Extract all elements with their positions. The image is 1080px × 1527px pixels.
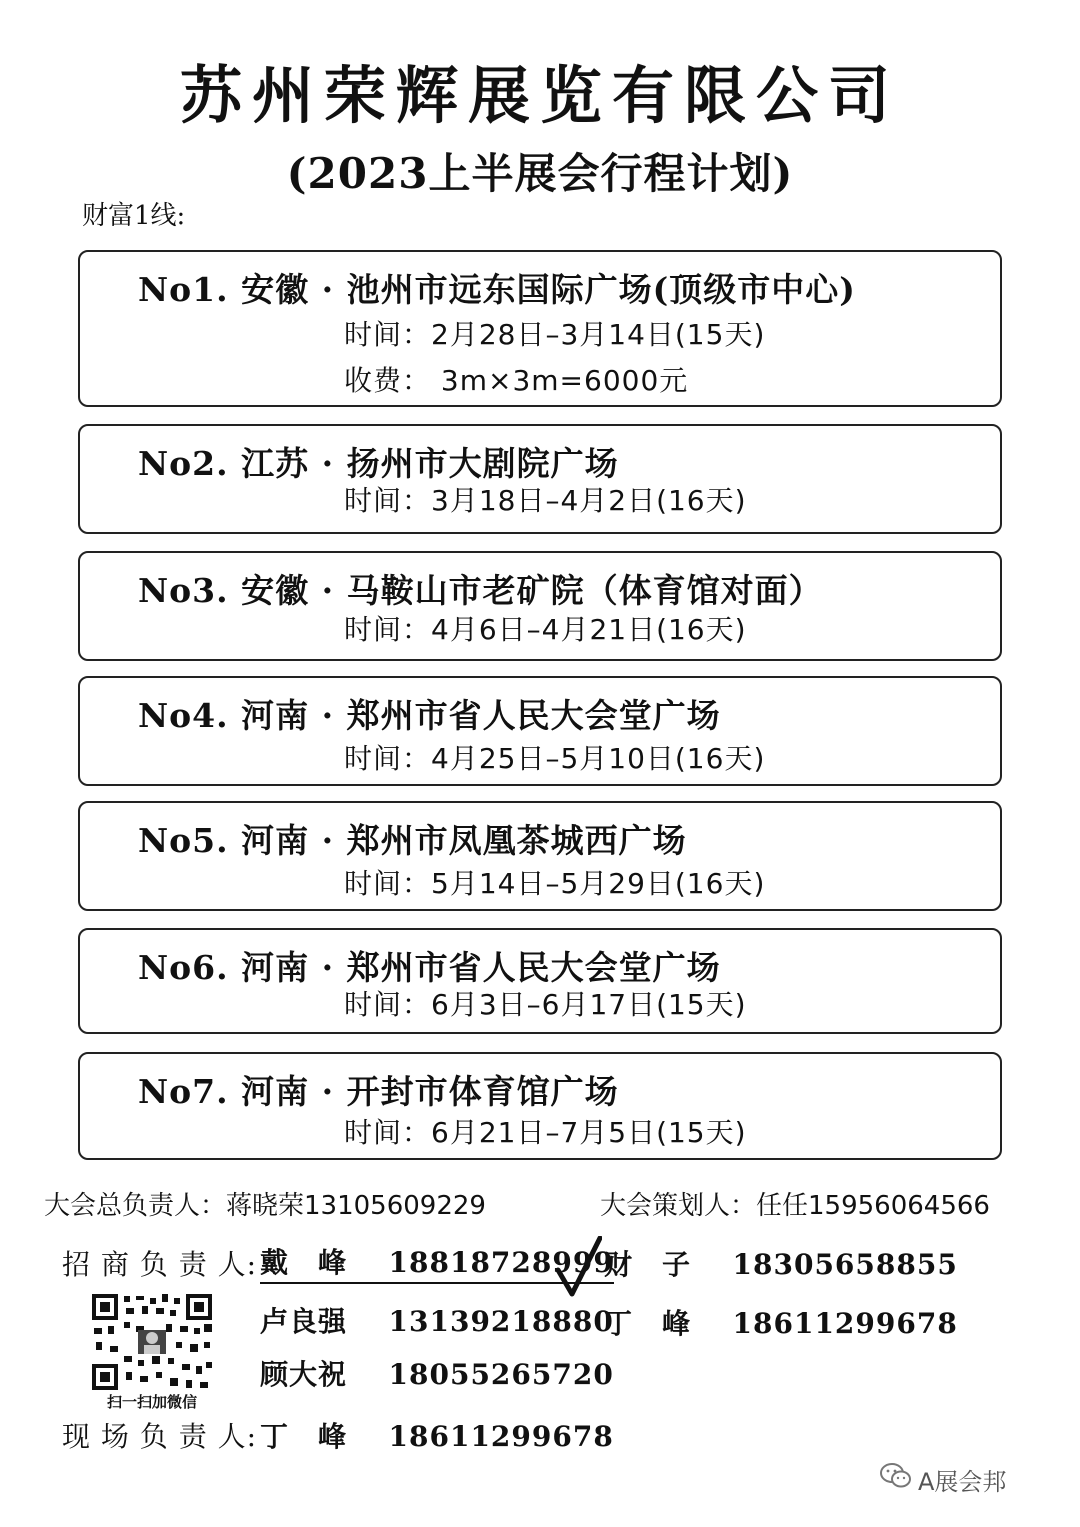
schedule-item-5 — [78, 801, 1002, 911]
contact-name: 丁 峰 — [604, 1307, 692, 1340]
contact-phone: 18611299678 — [388, 1420, 614, 1453]
time-range: 时间：5月14日–5月29日(16天) — [344, 867, 766, 900]
time-range: 时间：4月6日–4月21日(16天) — [344, 613, 747, 646]
time-range: 时间：2月28日–3月14日(15天) — [344, 318, 766, 351]
contact-name: 卢良强 — [260, 1305, 348, 1338]
venue-name: No6. 河南 · 郑州市省人民大会堂广场 — [138, 948, 721, 987]
site-label: 现 场 负 责 人: — [62, 1420, 258, 1453]
planner-info: 大会策划人：任任15956064566 — [600, 1191, 990, 1221]
watermark-text: A展会邦 — [918, 1468, 1007, 1496]
contact-phone: 13139218880 — [388, 1305, 614, 1338]
venue-name: No1. 安徽 · 池州市远东国际广场(顶级市中心) — [138, 270, 856, 309]
time-range: 时间：3月18日–4月2日(16天) — [344, 484, 747, 517]
contact-phone: 18305658855 — [732, 1248, 958, 1281]
contact-row — [260, 1303, 614, 1341]
schedule-item-4 — [78, 676, 1002, 786]
line-label: 财富1线: — [82, 201, 186, 231]
time-range: 时间：6月3日–6月17日(15天) — [344, 988, 747, 1021]
contact-phone: 18611299678 — [732, 1307, 958, 1340]
schedule-item-2 — [78, 424, 1002, 534]
contact-name: 顾大祝 — [260, 1358, 348, 1391]
page-subtitle: (2023上半展会行程计划) — [286, 149, 794, 198]
schedule-item-7 — [78, 1052, 1002, 1160]
contact-phone: 18055265720 — [388, 1358, 614, 1391]
contact-name: 戴 峰 — [260, 1246, 348, 1279]
recruit-label: 招 商 负 责 人: — [62, 1248, 258, 1281]
time-range: 时间：4月25日–5月10日(16天) — [344, 742, 766, 775]
contact-phone: 18818728999 — [388, 1246, 614, 1279]
qr-code-icon[interactable] — [90, 1292, 214, 1392]
fee-info: 收费： 3m×3m=6000元 — [344, 364, 689, 397]
contact-row — [604, 1246, 958, 1284]
venue-name: No3. 安徽 · 马鞍山市老矿院（体育馆对面） — [138, 571, 823, 610]
schedule-item-3 — [78, 551, 1002, 661]
contact-row — [604, 1305, 958, 1343]
venue-name: No7. 河南 · 开封市体育馆广场 — [138, 1072, 619, 1111]
schedule-item-6 — [78, 928, 1002, 1034]
time-range: 时间：6月21日–7月5日(15天) — [344, 1116, 747, 1149]
director-info: 大会总负责人：蒋晓荣13105609229 — [44, 1191, 486, 1221]
contact-name: 丁 峰 — [260, 1420, 348, 1453]
schedule-item-1 — [78, 250, 1002, 407]
venue-name: No4. 河南 · 郑州市省人民大会堂广场 — [138, 696, 721, 735]
site-contact-row — [260, 1418, 614, 1456]
contact-name: 财 子 — [604, 1248, 692, 1281]
page-title: 苏州荣辉展览有限公司 — [179, 59, 900, 132]
venue-name: No5. 河南 · 郑州市凤凰茶城西广场 — [138, 821, 687, 860]
contact-row — [260, 1356, 614, 1394]
venue-name: No2. 江苏 · 扬州市大剧院广场 — [138, 444, 619, 483]
wechat-icon — [880, 1462, 912, 1490]
qr-caption: 扫一扫加微信 — [106, 1393, 197, 1411]
checkmark-icon — [556, 1236, 602, 1298]
